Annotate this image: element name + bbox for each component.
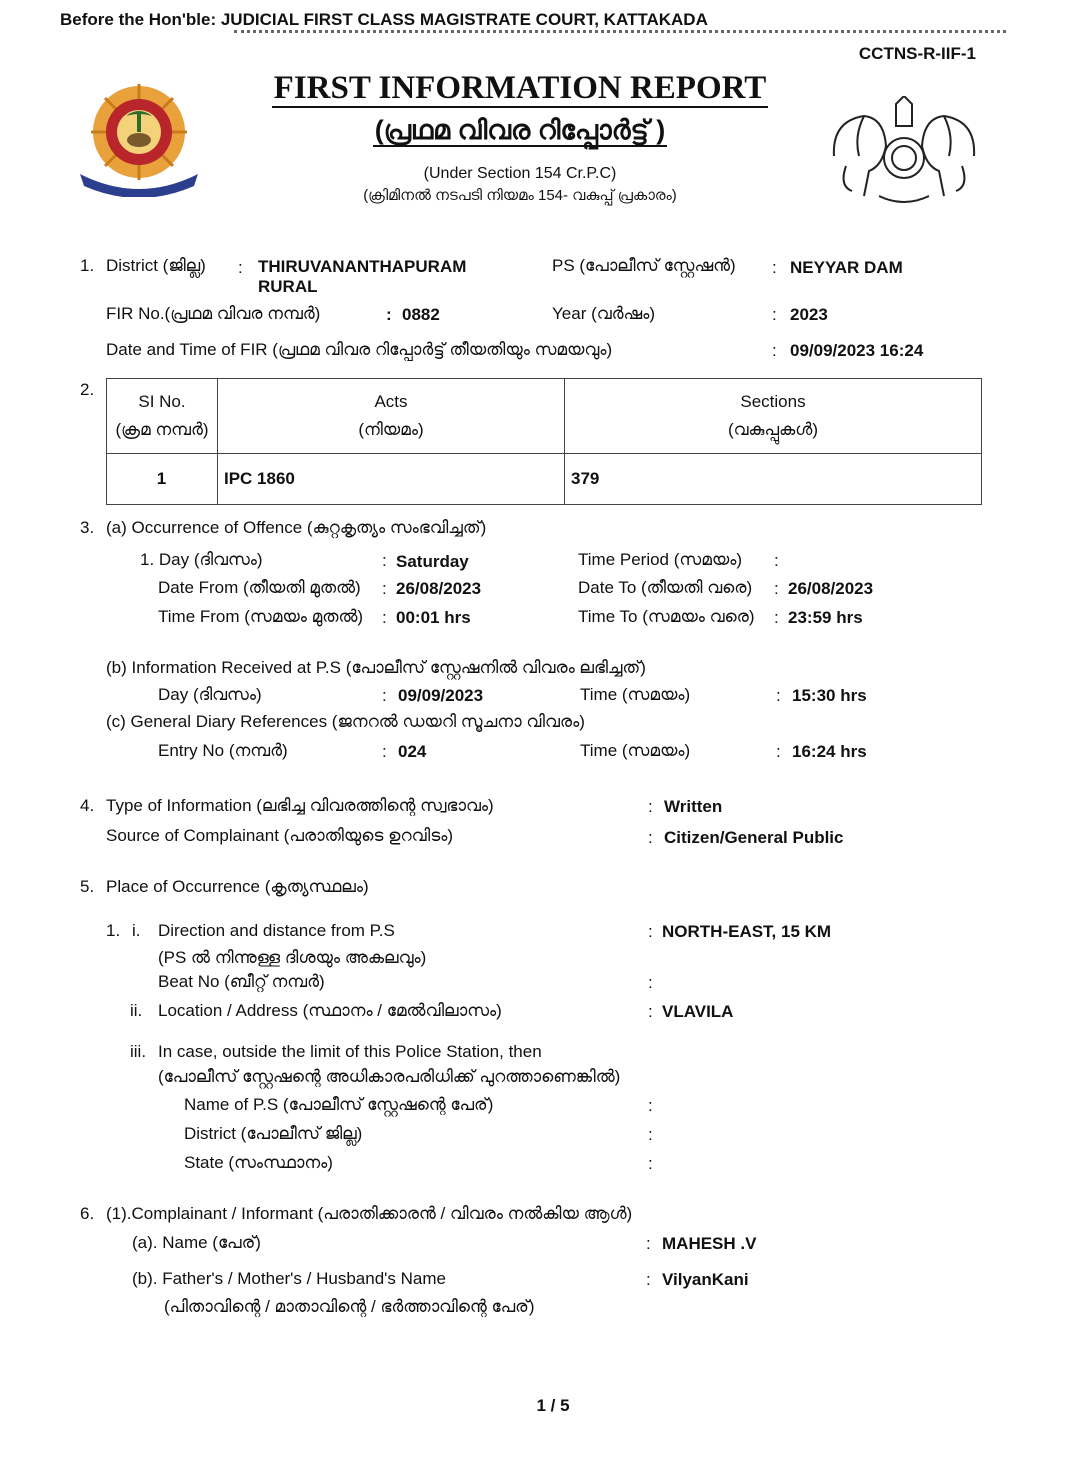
fir-datetime-value: 09/09/2023 16:24 xyxy=(790,341,924,360)
fir-datetime-label: Date and Time of FIR (പ്രഥമ വിവര റിപ്പോർട്ട് തീയതിയും സമയവും) xyxy=(106,340,613,359)
gd-time-value: 16:24 hrs xyxy=(792,742,867,761)
acts-table xyxy=(106,378,982,505)
ps-label: PS (പോലീസ് സ്റ്റേഷൻ) xyxy=(552,256,736,275)
year-value: 2023 xyxy=(790,305,828,324)
time-to-value: 23:59 hrs xyxy=(788,608,863,627)
fir-label: FIR No.(പ്രഥമ വിവര നമ്പർ) xyxy=(106,304,321,323)
date-from-label: Date From (തീയതി മുതൽ) xyxy=(158,578,361,597)
date-to-label: Date To (തീയതി വരെ) xyxy=(578,578,753,597)
header-sl-no: SI No. (ക്രമ നമ്പർ) xyxy=(107,379,218,454)
government-of-kerala-emblem-icon xyxy=(824,96,984,211)
district-label: District (ജില്ല) xyxy=(106,256,206,275)
entry-no-value: 024 xyxy=(398,742,427,761)
section-2-number: 2. xyxy=(80,380,95,399)
year-colon: : xyxy=(772,305,777,324)
location-value: VLAVILA xyxy=(662,1002,734,1021)
year-label: Year (വർഷം) xyxy=(552,304,656,323)
father-name-label-ml: (പിതാവിന്റെ / മാതാവിന്റെ / ഭർത്താവിന്റെ പേര്) xyxy=(164,1297,535,1316)
source-colon: : xyxy=(648,828,653,847)
fir-colon: : xyxy=(386,305,392,324)
entry-no-label: Entry No (നമ്പർ) xyxy=(158,741,288,760)
day-value: Saturday xyxy=(396,552,469,571)
time-to-label: Time To (സമയം വരെ) xyxy=(578,607,755,626)
beat-colon: : xyxy=(648,973,653,992)
location-colon: : xyxy=(648,1002,653,1021)
complainant-title: (1).Complainant / Informant (പരാതിക്കാരൻ / വിവരം നൽകിയ ആൾ) xyxy=(106,1204,633,1223)
outside-state-label: State (സംസ്ഥാനം) xyxy=(184,1153,333,1172)
outside-label: In case, outside the limit of this Police Station, then xyxy=(158,1042,542,1061)
direction-label: Direction and distance from P.S xyxy=(158,921,395,940)
district-value: THIRUVANANTHAPURAM xyxy=(258,257,467,276)
info-day-value: 09/09/2023 xyxy=(398,686,484,705)
outside-district-colon: : xyxy=(648,1125,653,1144)
row-sl-no: 1 xyxy=(107,454,218,505)
time-from-label: Time From (സമയം മുതൽ) xyxy=(158,607,364,626)
date-to-colon: : xyxy=(774,579,779,598)
date-from-value: 26/08/2023 xyxy=(396,579,482,598)
direction-colon: : xyxy=(648,922,653,941)
outside-label-ml: (പോലീസ് സ്റ്റേഷന്റെ അധികാരപരിധിക്ക് പുറത്താണെങ്കിൽ) xyxy=(158,1067,621,1086)
section-3-number: 3. xyxy=(80,518,95,537)
gd-time-colon: : xyxy=(776,742,781,761)
court-underline xyxy=(234,30,1006,33)
report-title-ml: (പ്രഥമ വിവര റിപ്പോർട്ട് ) xyxy=(374,115,666,145)
district-value-line2: RURAL xyxy=(258,277,318,296)
date-from-colon: : xyxy=(382,579,387,598)
day-label: 1. Day (ദിവസം) xyxy=(140,550,263,569)
time-from-value: 00:01 hrs xyxy=(396,608,471,627)
time-to-colon: : xyxy=(774,608,779,627)
info-type-label: Type of Information (ലഭിച്ച വിവരത്തിന്റെ സ്വഭാവം) xyxy=(106,796,494,815)
acts-table-header xyxy=(107,379,982,454)
occurrence-title: (a) Occurrence of Offence (കുറ്റകൃത്യം സംഭവിച്ചത്) xyxy=(106,518,487,537)
source-label: Source of Complainant (പരാതിയുടെ ഉറവിടം) xyxy=(106,826,454,845)
report-title: FIRST INFORMATION REPORT xyxy=(273,70,767,106)
section-4-number: 4. xyxy=(80,796,95,815)
place-iii: iii. xyxy=(130,1042,147,1061)
page-number: 1 / 5 xyxy=(536,1396,570,1415)
time-from-colon: : xyxy=(382,608,387,627)
section-5-number: 5. xyxy=(80,877,95,896)
outside-state-colon: : xyxy=(648,1154,653,1173)
section-6-number: 6. xyxy=(80,1204,95,1223)
outside-district-label: District (പോലീസ് ജില്ല) xyxy=(184,1124,363,1143)
direction-label-ml: (PS ൽ നിന്നുള്ള ദിശയും അകലവും) xyxy=(158,948,427,967)
section-1-number: 1. xyxy=(80,256,95,275)
outside-ps-label: Name of P.S (പോലീസ് സ്റ്റേഷന്റെ പേര്) xyxy=(184,1095,494,1114)
gd-references-title: (c) General Diary References (ജനറൽ ഡയറി സൂചനാ വിവരം) xyxy=(106,712,585,731)
table-row xyxy=(107,454,982,505)
fir-value: 0882 xyxy=(402,305,440,324)
gd-time-label: Time (സമയം) xyxy=(580,741,691,760)
entry-no-colon: : xyxy=(382,742,387,761)
form-code: CCTNS-R-IIF-1 xyxy=(858,44,976,63)
place-item-number: 1. xyxy=(106,921,121,940)
header-sections: Sections (വകുപ്പുകൾ) xyxy=(565,379,982,454)
location-label: Location / Address (സ്ഥാനം / മേൽവിലാസം) xyxy=(158,1001,502,1020)
time-period-colon: : xyxy=(774,551,779,570)
header-acts: Acts (നിയമം) xyxy=(218,379,565,454)
outside-ps-colon: : xyxy=(648,1096,653,1115)
info-day-label: Day (ദിവസം) xyxy=(158,685,262,704)
father-name-colon: : xyxy=(646,1270,651,1289)
complainant-name-label: (a). Name (പേര്) xyxy=(132,1233,261,1252)
source-value: Citizen/General Public xyxy=(664,828,844,847)
info-type-colon: : xyxy=(648,797,653,816)
row-section: 379 xyxy=(565,454,982,505)
court-name: JUDICIAL FIRST CLASS MAGISTRATE COURT, KATTAKADA xyxy=(220,10,708,29)
under-section: (Under Section 154 Cr.P.C) xyxy=(423,165,617,182)
day-colon: : xyxy=(382,551,387,570)
info-time-colon: : xyxy=(776,686,781,705)
under-section-ml: (ക്രിമിനൽ നടപടി നിയമം 154- വകുപ്പ് പ്രകാരം) xyxy=(363,187,677,204)
info-time-value: 15:30 hrs xyxy=(792,686,867,705)
info-type-value: Written xyxy=(664,797,723,816)
father-name-label: (b). Father's / Mother's / Husband's Name xyxy=(132,1269,446,1288)
place-ii: ii. xyxy=(130,1001,143,1020)
fir-datetime-colon: : xyxy=(772,341,777,360)
beat-label: Beat No (ബീറ്റ് നമ്പർ) xyxy=(158,972,325,991)
info-time-label: Time (സമയം) xyxy=(580,685,691,704)
place-title: Place of Occurrence (കൃത്യസ്ഥലം) xyxy=(106,877,369,896)
date-to-value: 26/08/2023 xyxy=(788,579,874,598)
direction-value: NORTH-EAST, 15 KM xyxy=(662,922,832,941)
row-act: IPC 1860 xyxy=(218,454,565,505)
complainant-name-value: MAHESH .V xyxy=(662,1234,757,1253)
info-received-title: (b) Information Received at P.S (പോലീസ് സ്റ്റേഷനിൽ വിവരം ലഭിച്ചത്) xyxy=(106,658,646,677)
ps-value: NEYYAR DAM xyxy=(790,258,903,277)
ps-colon: : xyxy=(772,258,777,277)
district-colon: : xyxy=(238,258,243,277)
info-day-colon: : xyxy=(382,686,387,705)
time-period-label: Time Period (സമയം) xyxy=(578,550,743,569)
court-prefix: Before the Hon'ble: xyxy=(60,10,217,29)
place-i: i. xyxy=(132,921,141,940)
father-name-value: VilyanKani xyxy=(662,1270,749,1289)
court-line xyxy=(60,10,708,30)
complainant-name-colon: : xyxy=(646,1234,651,1253)
